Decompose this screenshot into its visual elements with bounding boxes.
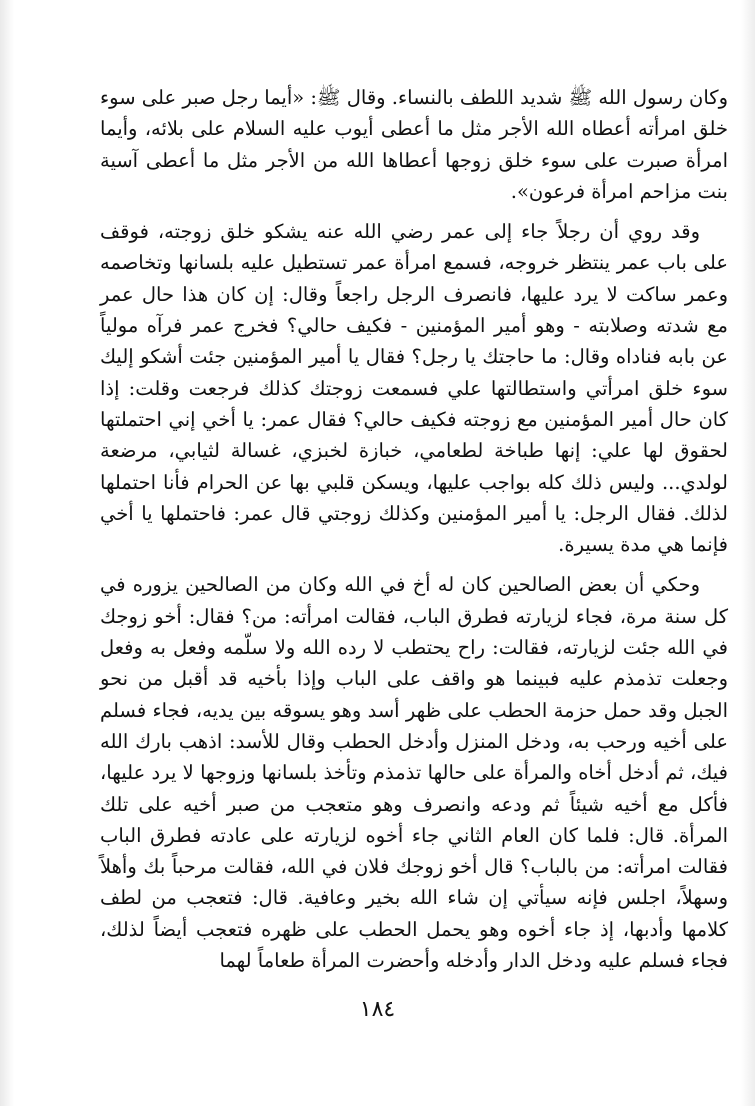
body-text — [100, 82, 728, 976]
paragraph-hadith: وكان رسول الله ﷺ شديد اللطف بالنساء. وقال ﷺ: «أيما رجل صبر على سوء خلق امرأته أعطاه الله الأجر مثل ما أعطى أيوب عليه السلام على بلائه، وأيما امرأة صبرت على سوء خلق زوجها أعطاها الله من الأجر مثل ما أعطى آسية بنت مزاحم امرأة فرعون». — [100, 86, 728, 203]
page-number: ١٨٤ — [359, 997, 396, 1022]
page-edge-shadow-right — [741, 0, 755, 1106]
paragraph-umar-story: وقد روي أن رجلاً جاء إلى عمر رضي الله عنه يشكو خلق زوجته، فوقف على باب عمر ينتظر خروجه، فسمع امرأة عمر تستطيل عليه بلسانها وتخاصمه وعمر ساكت لا يرد عليها، فانصرف الرجل راجعاً وقال: إن كان هذا حال عمر مع شدته وصلابته - وهو أمير المؤمنين - فكيف حالي؟ فخرج عمر فرآه مولياً عن بابه فناداه وقال: ما حاجتك يا رجل؟ فقال يا أمير المؤمنين جئت أشكو إليك سوء خلق امرأتي واستطالتها علي فسمعت زوجتك كذلك فرجعت وقلت: إذا كان حال أمير المؤمنين مع زوجته فكيف حالي؟ فقال عمر: يا أخي إني احتملتها لحقوق لها علي: إنها طباخة لطعامي، خبازة لخبزي، غسالة لثيابي، مرضعة لولدي... وليس ذلك كله بواجب عليها، ويسكن قلبي بها عن الحرام فأنا احتملها لذلك. فقال الرجل: يا أمير المؤمنين وكذلك زوجتي قال عمر: فاحتملها يا أخي فإنما هي مدة يسيرة. — [100, 220, 728, 557]
page-edge-shadow-left — [0, 0, 14, 1106]
paragraph-righteous-brother-story: وحكي أن بعض الصالحين كان له أخ في الله وكان من الصالحين يزوره في كل سنة مرة، فجاء لزيارته فطرق الباب، فقالت امرأته: من؟ فقال: أخو زوجك في الله جئت لزيارته، فقالت: راح يحتطب لا رده الله ولا سلّمه وفعل به وفعل وجعلت تذمذم عليه فبينما هو واقف على الباب وإذا بأخيه قد أقبل من نحو الجبل وقد حمل حزمة الحطب على ظهر أسد وهو يسوقه بين يديه، فجاء فسلم على أخيه ورحب به، ودخل المنزل وأدخل الحطب وقال للأسد: اذهب بارك الله فيك، ثم أدخل أخاه والمرأة على حالها تذمذم وتأخذ بلسانها وزوجها لا يرد عليها، فأكل مع أخيه شيئاً ثم ودعه وانصرف وهو متعجب من صبر أخيه على تلك المرأة. قال: فلما كان العام الثاني جاء أخوه لزيارته على عادته فطرق الباب فقالت امرأته: من بالباب؟ قال أخو زوجك فلان في الله، فقالت مرحباً بك وأهلاً وسهلاً، اجلس فإنه سيأتي إن شاء الله بخير وعافية. قال: فتعجب من لطف كلامها وأدبها، إذ جاء أخوه وهو يحمل الحطب على ظهره فتعجب أيضاً لذلك، فجاء فسلم عليه ودخل الدار وأدخله وأحضرت المرأة طعاماً لهما — [100, 573, 728, 973]
